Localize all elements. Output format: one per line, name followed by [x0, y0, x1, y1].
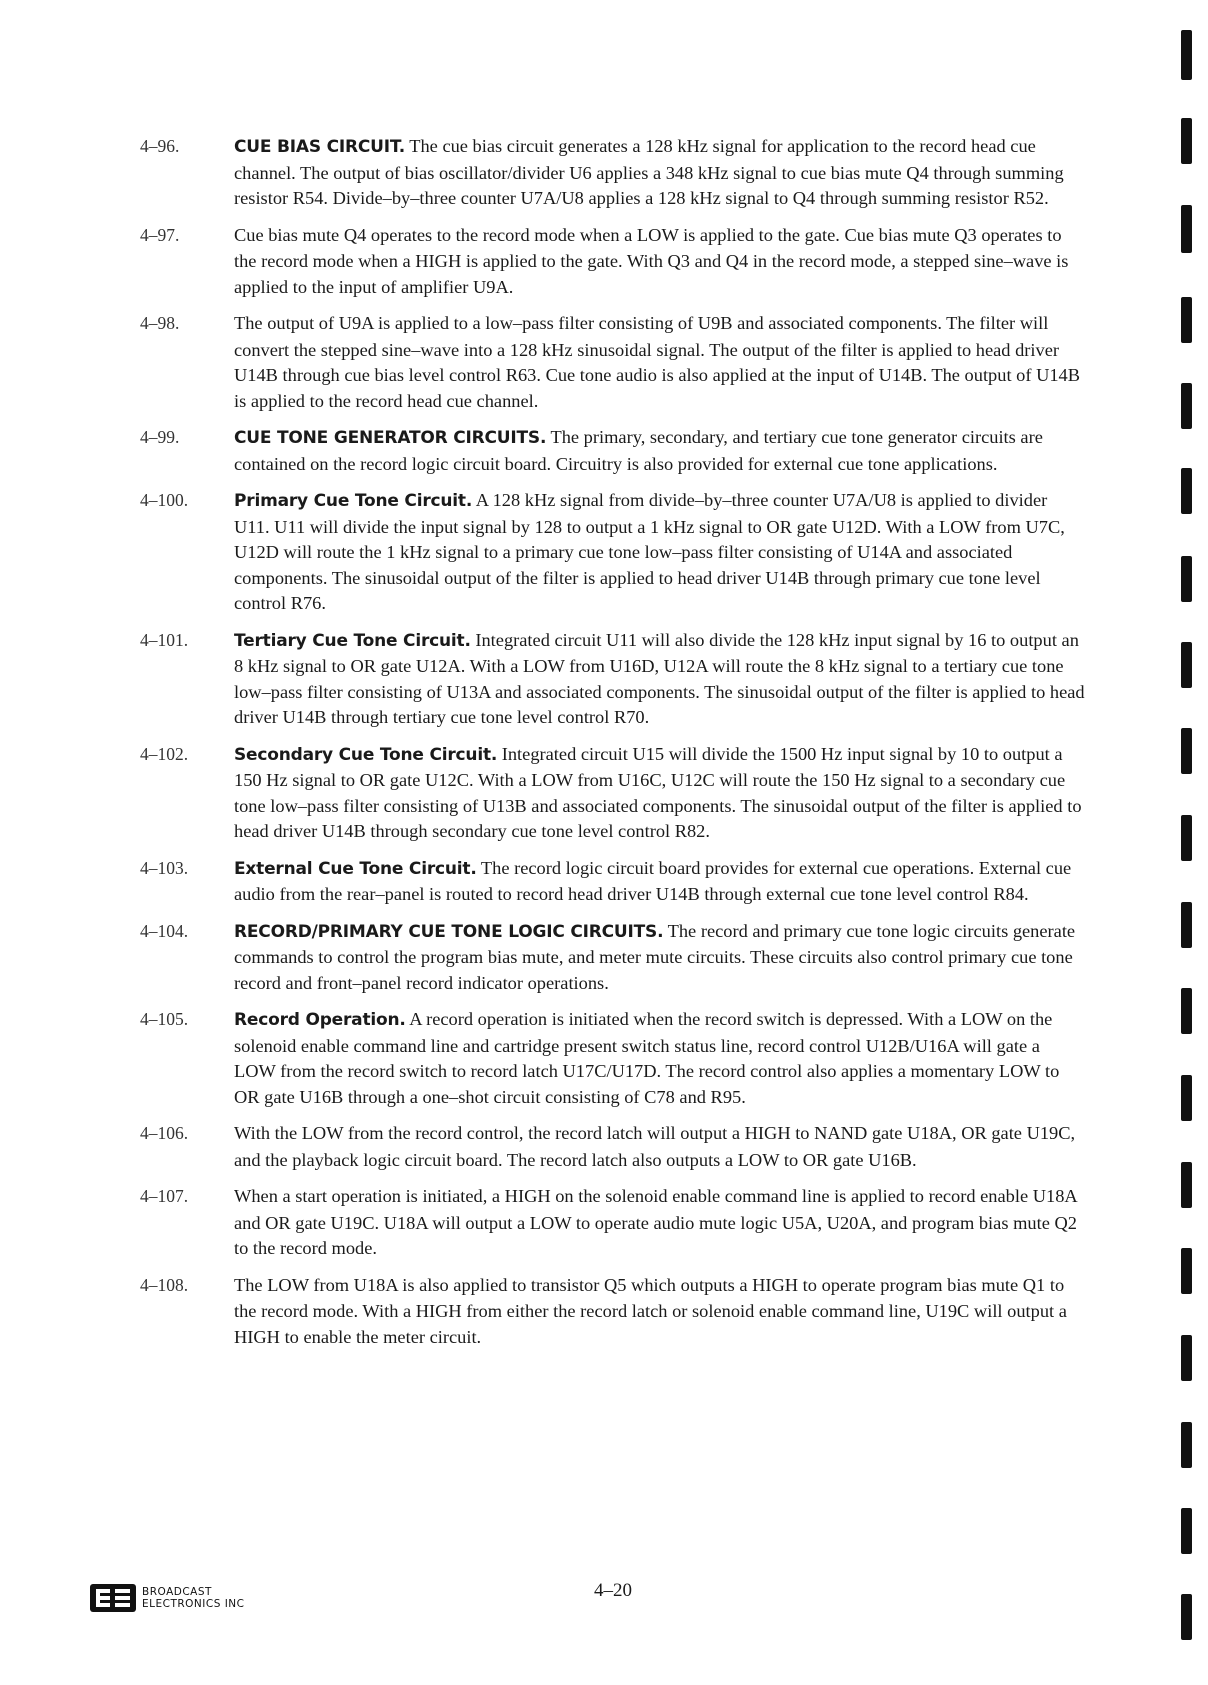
document-body: [140, 134, 1085, 1361]
paragraph-body: [234, 1007, 1085, 1110]
paragraph-heading: Record Operation.: [234, 1010, 406, 1030]
paragraph: [140, 1184, 1085, 1262]
paragraph-text: With the LOW from the record control, the record latch will output a HIGH to NAND gate U18A, OR gate U19C, and the playback logic circuit board. The record latch also outputs a LOW to OR gate U16B.: [234, 1123, 1076, 1170]
paragraph-number: 4–107.: [140, 1186, 189, 1206]
paragraph-text: The record and primary cue tone logic circuits generate commands to control the program bias mute, and meter mute circuits. These circuits also control primary cue tone record and front–panel record indicator operations.: [234, 920, 1076, 993]
paragraph-body: [234, 628, 1085, 731]
paragraph-text: The cue bias circuit generates a 128 kHz signal for application to the record head cue channel. The output of bias oscillator/divider U6 applies a 348 kHz signal to cue bias mute Q4 through summing resistor R54. Divide–by–three counter U7A/U8 applies a 128 kHz signal to Q4 through summing resistor R52.: [234, 136, 1064, 208]
binding-mark: [1181, 118, 1192, 164]
binding-mark: [1181, 297, 1192, 343]
binding-mark: [1181, 728, 1192, 774]
paragraph-number: 4–104.: [140, 920, 189, 941]
company-name-line2: ELECTRONICS INC: [142, 1598, 245, 1610]
paragraph: [140, 919, 1085, 997]
paragraph-number: 4–99.: [140, 427, 180, 447]
paragraph: [140, 223, 1085, 301]
binding-mark: [1181, 1594, 1192, 1640]
binding-mark: [1181, 642, 1192, 688]
paragraph-text: The LOW from U18A is also applied to transistor Q5 which outputs a HIGH to operate program bias mute Q1 to the record mode. With a HIGH from either the record latch or solenoid enable command line, U19C will output a HIGH to enable the meter circuit.: [234, 1274, 1067, 1347]
paragraph-body: [234, 1273, 1085, 1351]
binding-mark: [1181, 815, 1192, 861]
binding-mark: [1181, 1075, 1192, 1121]
binding-mark: [1181, 1335, 1192, 1381]
page-number: 4–20: [594, 1580, 632, 1601]
paragraph-text: A 128 kHz signal from divide–by–three counter U7A/U8 is applied to divider U11. U11 will divide the input signal by 128 to output a 1 kHz signal to OR gate U12D. With a LOW from U7C, U12D will route the 1 kHz signal to a primary cue tone low–pass filter consisting of U14A and associated components. The sinusoidal output of the filter is applied to head driver U14B through primary cue tone level control R76.: [234, 490, 1065, 613]
paragraph-heading: CUE TONE GENERATOR CIRCUITS.: [234, 428, 547, 448]
paragraph-body: [234, 919, 1085, 997]
paragraph-number: 4–101.: [140, 629, 189, 650]
paragraph-number: 4–106.: [140, 1123, 189, 1143]
paragraph-body: [234, 223, 1085, 301]
paragraph: [140, 134, 1085, 212]
paragraph-body: [234, 1121, 1085, 1173]
paragraph-number: 4–97.: [140, 224, 180, 245]
paragraph-text: A record operation is initiated when the record switch is depressed. With a LOW on the solenoid enable command line and cartridge present switch status line, record control U12B/U16A will gate a LOW from the record switch to record latch U17C/U17D. The record control also applies a momentary LOW to OR gate U16B through a one–shot circuit consisting of C78 and R95.: [234, 1009, 1060, 1107]
paragraph-body: [234, 134, 1085, 212]
paragraph: [140, 1007, 1085, 1110]
paragraph: [140, 425, 1085, 477]
binding-mark: [1181, 205, 1192, 253]
company-name: [142, 1586, 245, 1610]
paragraph-heading: External Cue Tone Circuit.: [234, 858, 477, 879]
paragraph-body: [234, 856, 1085, 908]
binding-mark: [1181, 1422, 1192, 1468]
paragraph-heading: Tertiary Cue Tone Circuit.: [234, 630, 471, 651]
paragraph-number: 4–103.: [140, 857, 189, 878]
paragraph-heading: Secondary Cue Tone Circuit.: [234, 744, 498, 765]
paragraph-text: When a start operation is initiated, a HIGH on the solenoid enable command line is applied to record enable U18A and OR gate U19C. U18A will output a LOW to operate audio mute logic U5A, U20A, and program bias mute Q2 to the record mode.: [234, 1186, 1077, 1258]
binding-mark: [1181, 902, 1192, 948]
page-footer: [90, 1578, 1090, 1618]
binding-mark: [1181, 30, 1192, 80]
paragraph: [140, 311, 1085, 414]
binding-mark: [1181, 556, 1192, 602]
paragraph-number: 4–102.: [140, 743, 189, 764]
paragraph-number: 4–108.: [140, 1274, 189, 1295]
binding-mark: [1181, 383, 1192, 429]
paragraph-text: The output of U9A is applied to a low–pass filter consisting of U9B and associated components. The filter will convert the stepped sine–wave into a 128 kHz sinusoidal signal. The output of the filter is applied to head driver U14B through cue bias level control R63. Cue tone audio is also applied at the input of U14B. The output of U14B is applied to the record head cue channel.: [234, 313, 1081, 411]
paragraph-body: [234, 1184, 1085, 1262]
paragraph-heading: CUE BIAS CIRCUIT.: [234, 137, 405, 157]
company-name-line1: BROADCAST: [142, 1586, 212, 1598]
binding-mark: [1181, 1248, 1192, 1294]
binding-mark: [1181, 468, 1192, 514]
paragraph-body: [234, 311, 1085, 414]
paragraph-text: The record logic circuit board provides for external cue operations. External cue audio from the rear–panel is routed to record head driver U14B through external cue tone level control R84.: [234, 857, 1072, 904]
binding-mark: [1181, 1508, 1192, 1554]
paragraph: [140, 742, 1085, 845]
paragraph-heading: RECORD/PRIMARY CUE TONE LOGIC CIRCUITS.: [234, 921, 664, 942]
paragraph-number: 4–96.: [140, 136, 180, 156]
paragraph-body: [234, 425, 1085, 477]
binding-mark: [1181, 1162, 1192, 1208]
paragraph-heading: Primary Cue Tone Circuit.: [234, 491, 473, 511]
paragraph-number: 4–98.: [140, 313, 180, 333]
paragraph-text: Integrated circuit U11 will also divide the 128 kHz input signal by 16 to output an 8 kHz signal to OR gate U12A. With a LOW from U16D, U12A will route the 8 kHz signal to a tertiary cue tone low–pass filter consisting of U13A and associated components. The sinusoidal output of the filter is applied to head driver U14B through tertiary cue tone level control R70.: [234, 629, 1085, 727]
paragraph-text: Integrated circuit U15 will divide the 1500 Hz input signal by 10 to output a 150 Hz signal to OR gate U12C. With a LOW from U16C, U12C will route the 150 Hz signal to a secondary cue tone low–pass filter consisting of U13B and associated components. The sinusoidal output of the filter is applied to head driver U14B through secondary cue tone level control R82.: [234, 743, 1082, 841]
paragraph-number: 4–100.: [140, 490, 189, 510]
binding-mark: [1181, 988, 1192, 1034]
paragraph-text: The primary, secondary, and tertiary cue tone generator circuits are contained on the record logic circuit board. Circuitry is also provided for external cue tone applications.: [234, 427, 1043, 474]
paragraph: [140, 1273, 1085, 1351]
paragraph-body: [234, 488, 1085, 617]
paragraph: [140, 628, 1085, 731]
paragraph: [140, 1121, 1085, 1173]
paragraph-body: [234, 742, 1085, 845]
binding-hole-marks: [1148, 0, 1208, 1685]
paragraph: [140, 488, 1085, 617]
paragraph-number: 4–105.: [140, 1009, 189, 1029]
be-logo-icon: [90, 1584, 136, 1612]
paragraph-text: Cue bias mute Q4 operates to the record mode when a LOW is applied to the gate. Cue bias mute Q3 operates to the record mode when a HIGH is applied to the gate. With Q3 and Q4 in the record mode, a stepped sine–wave is applied to the input of amplifier U9A.: [234, 224, 1069, 297]
paragraph: [140, 856, 1085, 908]
